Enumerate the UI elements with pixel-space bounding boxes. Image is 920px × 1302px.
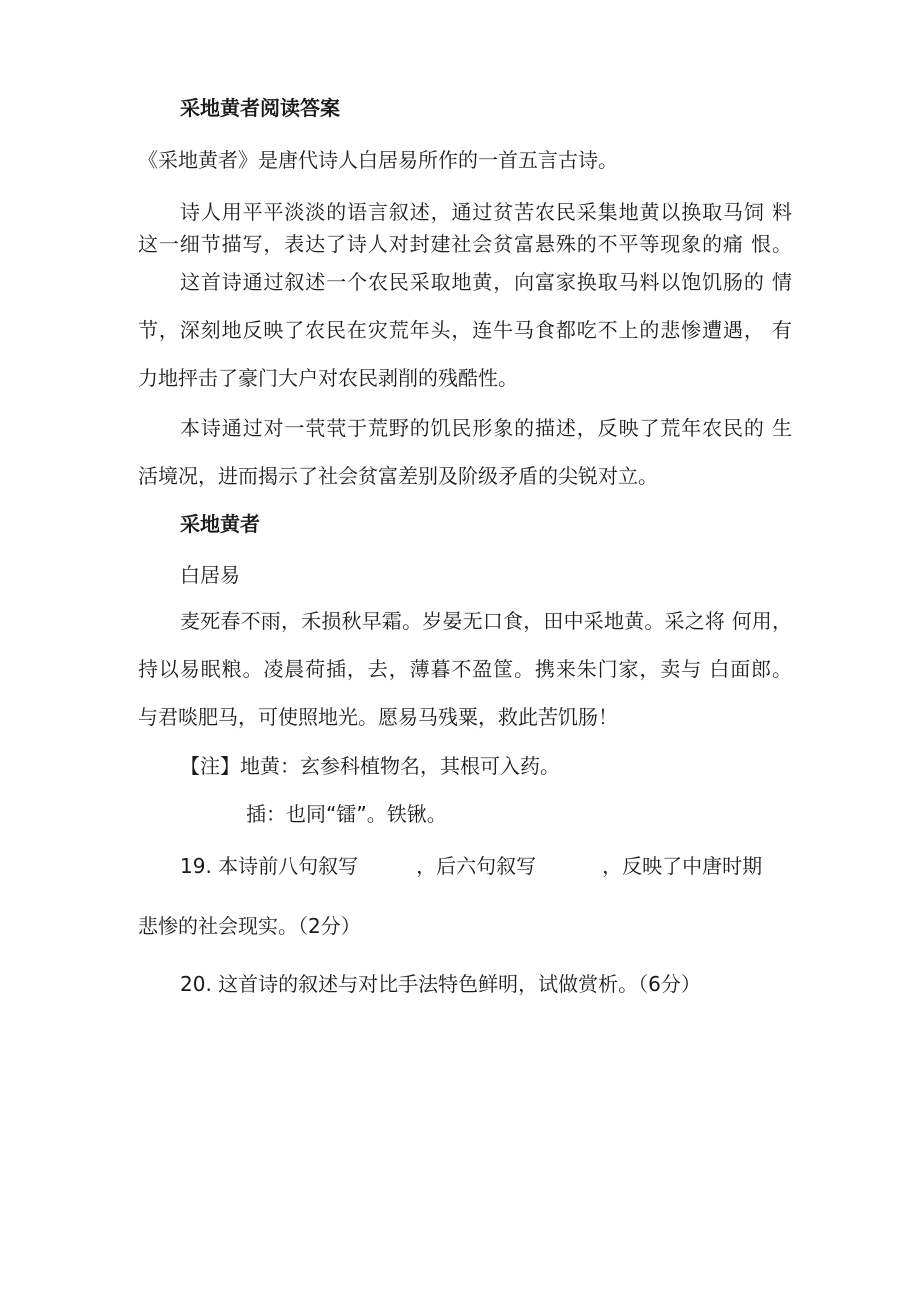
q19-part-a: 19. 本诗前八句叙写 (180, 854, 359, 878)
poem-line3: 与君啖肥马，可使照地光。愿易马残粟，救此苦饥肠！ (138, 705, 618, 729)
para3-line2: 活境况，进而揭示了社会贫富差别及阶级矛盾的尖锐对立。 (138, 464, 658, 488)
poem-title: 采地黄者 (180, 512, 260, 536)
para2-line1: 这首诗通过叙述一个农民采取地黄，向富家换取马料以饱饥肠的 情 (180, 270, 792, 294)
note-line1: 【注】地黄：玄参科植物名，其根可入药。 (180, 754, 560, 778)
q19-part-b: ，后六句叙写 (416, 854, 537, 878)
question-19-line2: 悲惨的社会现实。（2分） (138, 914, 361, 938)
question-19 (180, 852, 762, 880)
intro-paragraph: 《采地黄者》是唐代诗人白居易所作的一首五言古诗。 (138, 148, 618, 172)
para2-line3: 力地抨击了豪门大户对农民剥削的残酷性。 (138, 366, 518, 390)
poem-author: 白居易 (180, 563, 240, 587)
poem-line2: 持以易眠粮。凌晨荷插，去，薄暮不盈筐。携来朱门家，卖与 白面郎。 (138, 657, 792, 681)
para1-line1: 诗人用平平淡淡的语言叙述，通过贫苦农民采集地黄以换取马饲 料 (180, 200, 792, 224)
para1-line2: 这一细节描写，表达了诗人对封建社会贫富悬殊的不平等现象的痛 恨。 (138, 232, 792, 256)
note-line2: 插：也同“镭”。铁锹。 (246, 802, 447, 826)
document-title: 采地黄者阅读答案 (180, 96, 340, 120)
para2-line2: 节，深刻地反映了农民在灾荒年头，连牛马食都吃不上的悲惨遭遇， 有 (138, 318, 792, 342)
question-20: 20. 这首诗的叙述与对比手法特色鲜明，试做赏析。（6分） (180, 972, 701, 996)
q19-part-c: ，反映了中唐时期 (602, 854, 763, 878)
poem-line1: 麦死春不雨，禾损秋早霜。岁晏无口食，田中采地黄。采之将 何用， (180, 609, 792, 633)
para3-line1: 本诗通过对一茕茕于荒野的饥民形象的描述，反映了荒年农民的 生 (180, 416, 792, 440)
